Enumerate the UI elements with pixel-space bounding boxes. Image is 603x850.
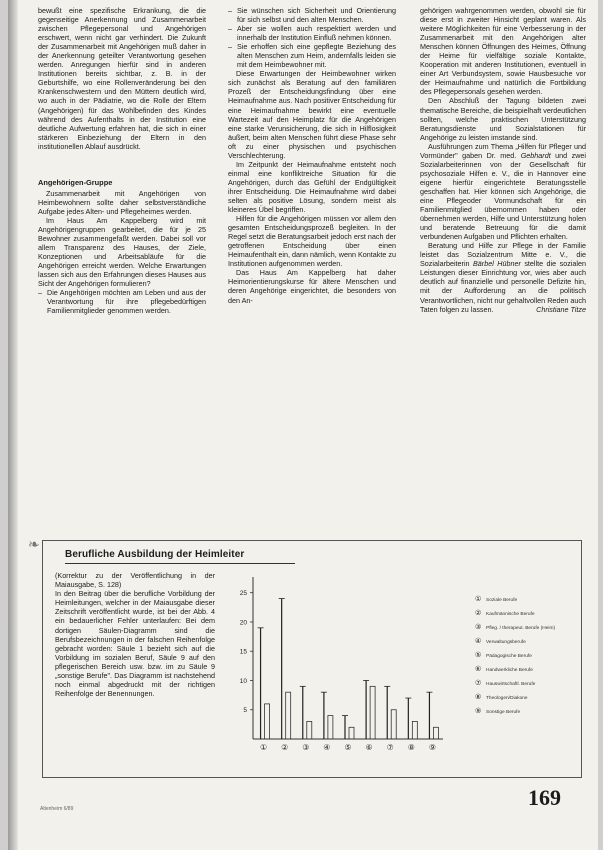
x-tick-label: ② [281, 743, 289, 752]
bar [370, 686, 375, 739]
section-heading: Angehörigen-Gruppe [38, 177, 113, 187]
text-run: und zwei Sozialarbeiterinnen von der Gesellschaft für psychosoziale Hilfen e. V., die in Hannover eine eigene hierfür eingerichtete Beratungsstelle geschaffen hat. Hier können sich Angehörige, die eine Pflegeoder Vormundschaft für ein Familienmitglied übernommen haben oder übernehmen werden, Hilfe und Unterstützung holen und beratende Betreuung für die damit verbundenen Aufgaben und Pflichten erhalten. [420, 150, 586, 242]
legend-marker: ⑧ [475, 693, 482, 701]
y-tick-label: 15 [239, 648, 247, 656]
legend-label: Pädagogische Berufe [486, 654, 532, 659]
legend-marker: ③ [475, 623, 482, 631]
paragraph: Das Haus Am Kappelberg hat daher Heimorientierungskurse für ältere Menschen und deren Angehörige eingerichtet, die besonders von den An- [228, 268, 396, 305]
legend-label: Handwerkliche Berufe [486, 668, 533, 673]
list-item: – Sie wünschen sich Sicherheit und Orientierung für sich selbst und den alten Menschen. [228, 6, 396, 24]
list-item: – Sie erhoffen sich eine gepflegte Beziehung des alten Menschen zum Heim, andernfalls leiden sie mit dem Heimbewohner mit. [228, 42, 396, 69]
x-tick-label: ⑦ [386, 743, 394, 752]
bar [412, 721, 417, 739]
text-column-2 [228, 6, 396, 305]
legend-label: Verwaltungsberufe [486, 640, 526, 645]
bar-chart [223, 567, 583, 775]
legend-marker: ② [475, 609, 482, 617]
box-body: In den Beitrag über die berufliche Vorbildung der Heimleitungen, welcher in der Maiausgabe dieser Zeitschrift veröffentlicht wurde, ist bei der Abb. 4 ein bedauerlicher Fehler unterlaufen: Bei dem dortigen Säulen-Diagramm sind die Berufsbezeichnungen in der falschen Reihenfolge gebracht worden: Säule 1 bezieht sich auf die Vorbildung im sozialen Beruf, Säule 9 auf den pflegerischen Bereich usw. bzw. im zu Säule 9 „sonstige Berufe". Das Diagramm ist nachstehend noch einmal abgedruckt mit der richtigen Reihenfolge der Benennungen. [55, 589, 215, 699]
legend-marker: ⑥ [475, 665, 482, 673]
box-text [55, 571, 215, 698]
bar [391, 710, 396, 739]
paragraph [420, 241, 586, 313]
legend-label: Soziale Berufe [486, 598, 518, 603]
legend-label: Hauswirtschaftl. Berufe [486, 682, 536, 687]
legend-marker: ① [475, 595, 482, 603]
page-number: 169 [528, 785, 561, 810]
author-signature: Christiane Titze [536, 304, 586, 314]
paragraph: Hilfen für die Angehörigen müssen vor allem den gesamten Entscheidungsprozeß begleiten. In der Regel setzt die Beratungsarbeit jedoch erst nach der getroffenen Entscheidung über einen Heimaufenthalt ein, dann nämlich, wenn Kontakte zu Institutionen aufgenommen werden. [228, 214, 396, 269]
x-tick-label: ⑧ [407, 743, 415, 752]
binding-shadow [8, 0, 18, 850]
text-run: Ausführungen zum Thema „Hilfen für Pfleger und Vormünder" gaben Dr. med. [420, 141, 586, 160]
list-item: – Aber sie wollen auch respektiert werden und innerhalb der Institution Einfluß nehmen können. [228, 24, 396, 42]
text-run: Beratung und Hilfe zur Pflege in der Familie leistet das Sozialzentrum Mitte e. V., die Sozialarbeiterin [420, 241, 586, 269]
paragraph [420, 142, 586, 242]
legend-marker: ⑨ [475, 707, 482, 715]
x-tick-label: ⑥ [365, 743, 373, 752]
paragraph: gehörigen wahrgenommen werden, obwohl sie für diese erst in zweiter Hinsicht geplant waren. Als weitere Möglichkeiten für eine Verbesserung in der Zusammenarbeit mit den Angehörigen alter Menschen können Öffnungen des Heimes, Öffnung der Heime für vielfältige soziale Kontakte, Kooperation mit anderen Institutionen, eventuell in einer Art Verbundsystem, sowie Hausbesuche vor der Heimaufnahme und natürlich die Fortbildung des Pflegepersonals gesehen werden. [420, 6, 586, 97]
bar [433, 727, 438, 739]
title-rule [65, 563, 295, 564]
paragraph: Diese Erwartungen der Heimbewohner wirken sich zunächst als Beratung auf den familiären Prozeß der Entscheidungsfindung über eine Heimaufnahme aus. Nach positiver Entscheidung für eine Heimaufnahme bewirkt eine eventuelle Wartezeit auf den Heimplatz für die Angehörigen eine starke Verunsicherung, die sich in Hilflosigkeit äußert, beim alten Menschen führt diese Phase sehr oft zu einer physischen und psychischen Verschlechterung. [228, 69, 396, 160]
legend-marker: ④ [475, 637, 482, 645]
y-tick-label: 10 [239, 677, 247, 685]
x-tick-label: ③ [302, 743, 310, 752]
bullet-list [228, 6, 396, 69]
text-run: stellte die sozialen Leistungen dieser Einrichtung vor, wies aber auch deutlich auf finanzielle und personelle Defizite hin, mit der Aufforderung an die politisch Verantwortlichen, nicht nur gehaltvollen Reden auch Taten folgen zu lassen. [420, 259, 586, 314]
legend-label: Kaufmännische Berufe [486, 612, 535, 617]
paragraph: Im Zeitpunkt der Heimaufnahme entsteht noch einmal eine konfliktreiche Situation für die Angehörigen, durch das Gefühl der Endgültigkeit ihrer Entscheidung. Die Heimaufnahme wird dabei selten als positive Lösung, sondern meist als kleineres Übel begriffen. [228, 159, 396, 215]
legend-label: Theologen/Diakone [486, 696, 528, 701]
bar [286, 692, 291, 739]
person-name: Bärbel Hübner [473, 259, 521, 269]
bullet-list [38, 288, 206, 315]
x-tick-label: ⑤ [344, 743, 352, 752]
y-tick-label: 5 [243, 707, 247, 715]
box-note: (Korrektur zu der Veröffentlichung in der Maiausgabe, S. 128) [55, 571, 215, 590]
x-tick-label: ④ [323, 743, 331, 752]
paragraph: Zusammenarbeit mit Angehörigen von Heimbewohnern sollte daher selbstverständliche Aufgabe jedes Alten- und Pflegeheimes werden. [38, 188, 206, 216]
legend-marker: ⑤ [475, 651, 482, 659]
bar [349, 727, 354, 739]
box-title: Berufliche Ausbildung der Heimleiter [65, 549, 245, 560]
document-page [8, 0, 598, 850]
paragraph: bewußt eine spezifische Erkrankung, die die gegenseitige Anerkennung und Zusammenarbeit zwischen Pflegepersonal und Angehörigen erschwert, wenn nicht gar verhindert. Die Zukunft der Zusammenarbeit mit Angehörigen muß daher in der Anerkennung geteilter Verantwortung gesehen werden. Anregungen hierfür sind in anderen Institutionen bereits sichtbar, z. B. in der Geburtshilfe, wo eine Rollenveränderung bei den Krankenschwestern und den Müttern deutlich wird, wo auch in der Pädiatrie, wo die Rolle der Eltern (Angehörigen) für das Wohlbefinden des Kindes während des Aufenthalts in der Institution eine deutliche Aufwertung erfahren hat, die sich in einer stärkeren Einbeziehung der Eltern in den institutionellen Ablauf ausdrückt. [38, 6, 206, 151]
y-tick-label: 25 [239, 590, 247, 598]
paragraph: Den Abschluß der Tagung bildeten zwei thematische Bereiche, die beispielhaft verdeutlichen sollten, welche praktischen Unterstützung Beratungsdienste und Sozialstationen für Angehörige zu leisten imstande sind. [420, 96, 586, 142]
decorative-swoosh-icon: ❧ [28, 536, 40, 552]
person-name: Gebhardt [520, 150, 551, 160]
legend-marker: ⑦ [475, 679, 482, 687]
paragraph: Im Haus Am Kappelberg wird mit Angehörigengruppen gearbeitet, die für je 25 Bewohner zusammengefaßt werden. Dabei soll vor allem Transparenz des Hauses, der Ziele, Konzeptionen und Arbeitsabläufe für die Angehörigen erreicht werden. Welche Erwartungen lassen sich aus den Erfahrungen dieses Hauses aus Sicht der Angehörigen formulieren? [38, 215, 206, 289]
footer-issue: Altenheim 6/89 [40, 806, 74, 812]
text-column-1 [38, 6, 206, 315]
bar [265, 704, 270, 739]
legend-label: Pfleg. / therapeut. Berufe (Heim) [486, 626, 556, 631]
legend-label: Sonstige Berufe [486, 710, 521, 715]
x-tick-label: ① [259, 743, 268, 752]
bar [328, 716, 333, 739]
correction-box [42, 540, 582, 778]
y-tick-label: 20 [239, 619, 247, 627]
text-column-3 [420, 6, 586, 314]
list-item: – Die Angehörigen möchten am Leben und aus der Verantwortung für ihre pflegebedürftigen Familienmitglieder genommen werden. [38, 288, 206, 315]
x-tick-label: ⑨ [428, 743, 437, 752]
bar [307, 721, 312, 739]
